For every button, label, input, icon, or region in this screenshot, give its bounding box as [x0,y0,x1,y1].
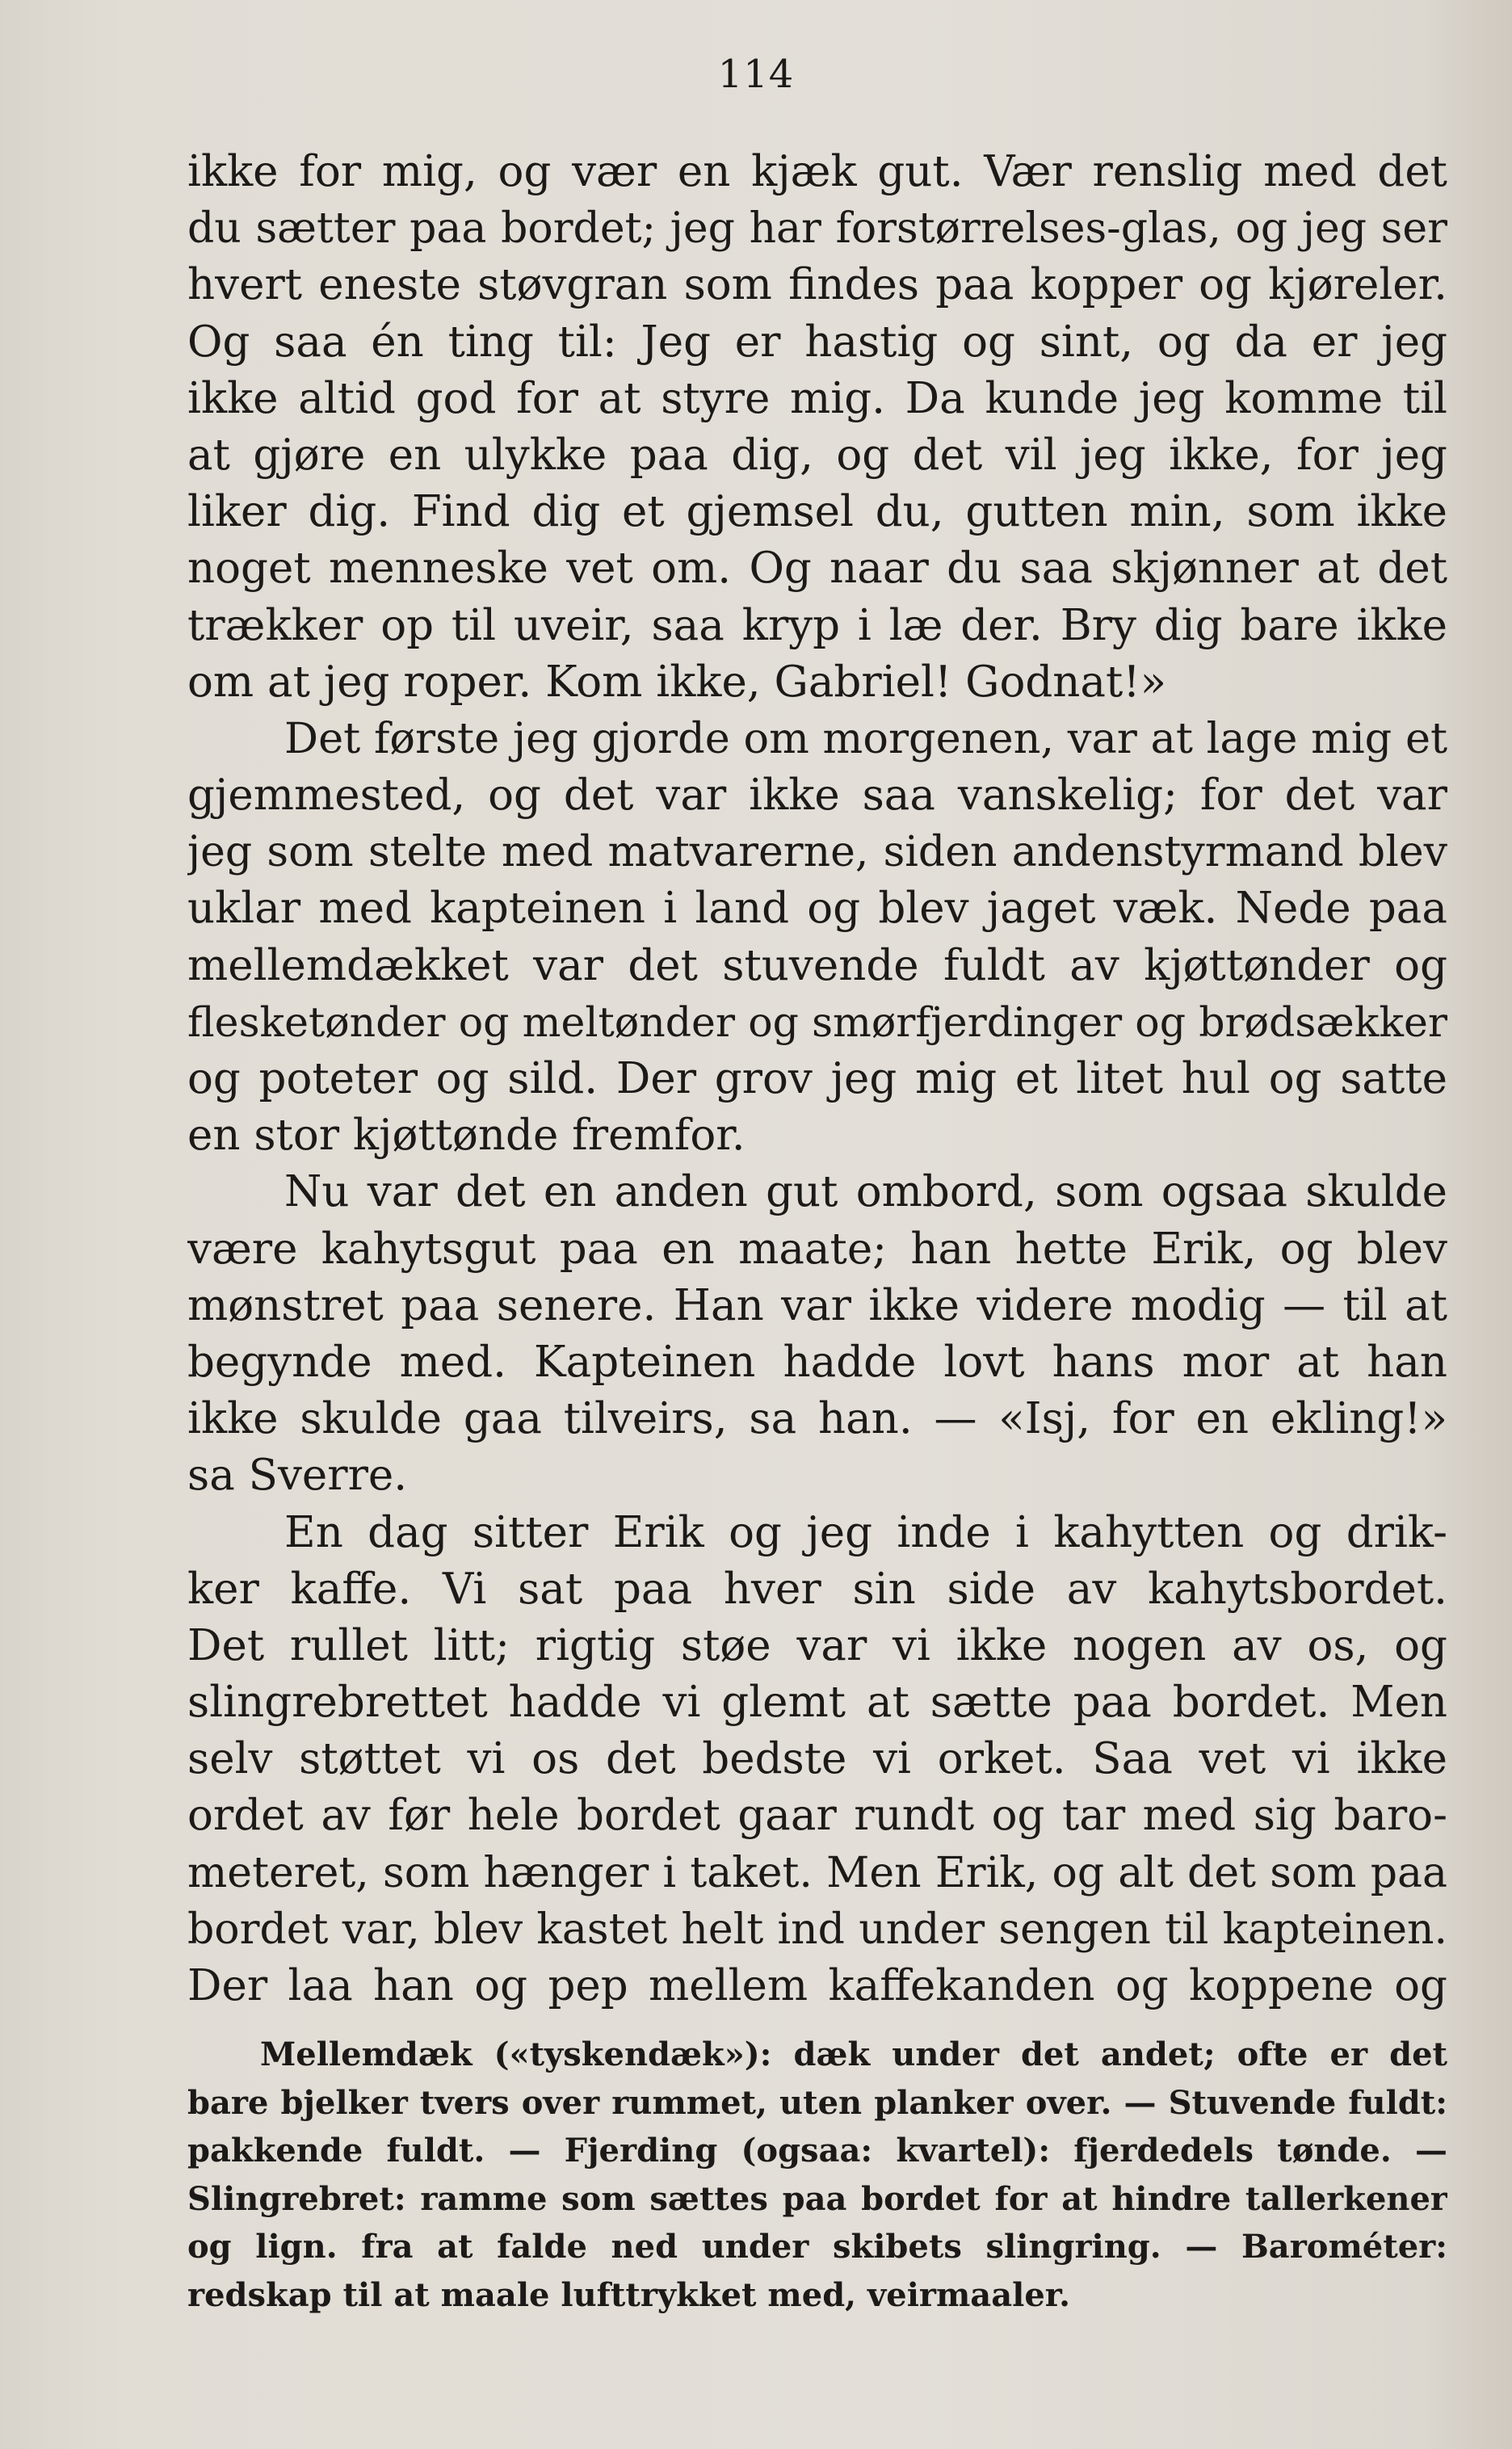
text-line: ikke altid god for at styre mig. Da kunde jeg komme til [187,373,1447,423]
text-line: Der laa han og pep mellem kaffekanden og koppene og [187,1961,1447,2010]
text-line: om at jeg roper. Kom ikke, Gabriel! Godnat!» [187,657,1167,707]
text-line: selv støttet vi os det bedste vi orket. Saa vet vi ikke [187,1734,1447,1784]
footnote-line: Slingrebret: ramme som sættes paa bordet for at hindre tallerkener [187,2179,1447,2218]
text-line: Det første jeg gjorde om morgenen, var at lage mig et [284,713,1447,763]
text-line: liker dig. Find dig et gjemsel du, gutten min, som ikke [187,487,1447,537]
footnote-line: Mellemdæk («tyskendæk»): dæk under det andet; ofte er det [260,2035,1447,2073]
text-line: meteret, som hænger i taket. Men Erik, og alt det som paa [187,1848,1447,1897]
text-line: gjemmested, og det var ikke saa vanskelig; for det var [187,771,1447,821]
text-line: være kahytsgut paa en maate; han hette Erik, og blev [187,1224,1447,1274]
text-line: Og saa én ting til: Jeg er hastig og sint, og da er jeg [187,317,1447,367]
text-line: ker kaffe. Vi sat paa hver sin side av kahytsbordet. [187,1564,1447,1614]
text-line: og poteter og sild. Der grov jeg mig et litet hul og satte [187,1054,1447,1103]
text-line: uklar med kapteinen i land og blev jaget væk. Nede paa [187,884,1447,934]
text-line: en stor kjøttønde fremfor. [187,1111,746,1161]
text-line: ikke skulde gaa tilveirs, sa han. — «Isj, for en ekling!» [187,1394,1447,1444]
text-line: Det rullet litt; rigtig støe var vi ikke nogen av os, og [187,1620,1447,1670]
footnote-line: pakkende fuldt. — Fjerding (ogsaa: kvartel): fjerdedels tønde. — [187,2132,1447,2170]
text-line: ikke for mig, og vær en kjæk gut. Vær renslig med det [187,147,1447,196]
footnote-line: bare bjelker tvers over rummet, uten planker over. — Stuvende fuldt: [187,2083,1447,2122]
text-line: flesketønder og meltønder og smørfjerdinger og brødsækker [187,998,1447,1046]
text-line: begynde med. Kapteinen hadde lovt hans mor at han [187,1337,1447,1387]
text-line: hvert eneste støvgran som findes paa kopper og kjøreler. [187,260,1447,310]
text-line: mellemdækket var det stuvende fuldt av kjøttønder og [187,940,1447,990]
text-line: En dag sitter Erik og jeg inde i kahytten og drik- [284,1507,1447,1557]
text-line: du sætter paa bordet; jeg har forstørrelses-glas, og jeg ser [187,204,1447,254]
text-line: noget menneske vet om. Og naar du saa skjønner at det [187,544,1447,594]
text-line: jeg som stelte med matvarerne, siden andenstyrmand blev [187,828,1447,877]
footnote-line: og lign. fra at falde ned under skibets slingring. — Barométer: [187,2228,1447,2266]
footnotes [187,2031,1447,2320]
text-line: slingrebrettet hadde vi glemt at sætte paa bordet. Men [187,1678,1447,1728]
body-text [187,144,1447,2014]
text-line: at gjøre en ulykke paa dig, og det vil jeg ikke, for jeg [187,430,1447,480]
page-number: 114 [717,52,795,97]
text-line: ordet av før hele bordet gaar rundt og tar med sig baro- [187,1791,1447,1841]
text-line: sa Sverre. [187,1451,408,1501]
text-line: Nu var det en anden gut ombord, som ogsaa skulde [284,1167,1447,1217]
footnote-line: redskap til at maale lufttrykket med, veirmaaler. [187,2275,1071,2314]
text-line: mønstret paa senere. Han var ikke videre modig — til at [187,1280,1447,1330]
text-line: trækker op til uveir, saa kryp i læ der. Bry dig bare ikke [187,600,1447,650]
text-line: bordet var, blev kastet helt ind under sengen til kapteinen. [187,1905,1447,1954]
